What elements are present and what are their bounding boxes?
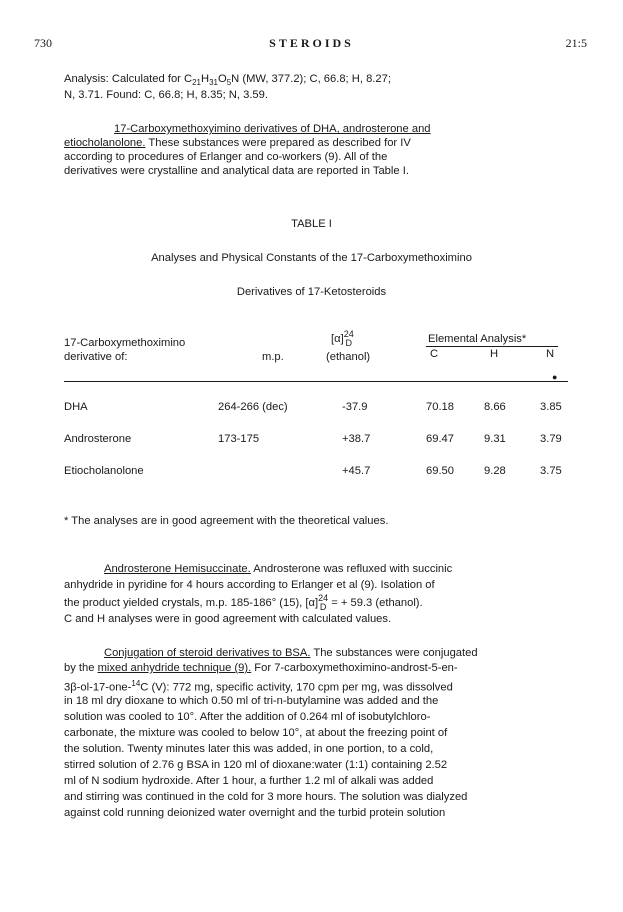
running-title: STEROIDS: [269, 36, 354, 50]
table-caption-1: Analyses and Physical Constants of the 17-Carboxymethoximino: [151, 252, 472, 264]
section3-line: the solution. Twenty minutes later this was added, in one portion, to a cold,: [64, 743, 434, 755]
col-header-rotation: [331, 330, 354, 348]
body-text: the product yielded crystals, m.p. 185-186° (15), [α]: [64, 596, 319, 609]
table-row-rotation: +45.7: [342, 465, 371, 477]
table-row-name: Etiocholanolone: [64, 465, 144, 477]
col-header-c: C: [430, 348, 439, 360]
col-header-rotation-solvent: (ethanol): [326, 351, 371, 363]
body-text: For 7-carboxymethoximino-androst-5-en-: [251, 662, 458, 674]
table-row-h: 9.31: [484, 433, 506, 445]
body-text: These substances were prepared as described for IV: [145, 137, 411, 149]
col-header-n: N: [546, 348, 555, 360]
section3-line-3: [64, 677, 453, 695]
section1-title-line: [114, 122, 431, 136]
page-number: 730: [34, 36, 52, 50]
table-row-h: 8.66: [484, 401, 506, 413]
table-row-name: DHA: [64, 401, 88, 413]
section2-line-1: [104, 562, 452, 576]
table-rule: [64, 381, 568, 382]
col-header-derivative-2: derivative of:: [64, 351, 128, 363]
table-row-mp: 173-175: [218, 433, 260, 445]
analysis-text: N (MW, 377.2); C, 66.8; H, 8.27;: [231, 73, 391, 85]
analysis-text: Analysis: Calculated for C: [64, 73, 193, 85]
section3-line: solution was cooled to 10°. After the addition of 0.264 ml of isobutylchloro-: [64, 711, 431, 723]
table-row-c: 70.18: [426, 401, 454, 413]
section1-line-2: according to procedures of Erlanger and co-workers (9). All of the: [64, 151, 388, 163]
col-header-mp: m.p.: [262, 351, 284, 363]
formula-h: H: [201, 73, 210, 85]
section2-line-4: C and H analyses were in good agreement with calculated values.: [64, 613, 392, 625]
underlined-text: mixed anhydride technique (9).: [97, 662, 252, 674]
table-row-mp: 264-266 (dec): [218, 401, 288, 413]
alpha-symbol: [α]: [331, 332, 344, 345]
section3-line-1: [104, 646, 478, 660]
table-row-n: 3.85: [540, 401, 562, 413]
table-label: TABLE I: [291, 218, 332, 230]
superscript: 24: [343, 329, 354, 339]
body-text: Androsterone was refluxed with succinic: [250, 563, 453, 575]
table-row-h: 9.28: [484, 465, 506, 477]
section2-line-2: anhydride in pyridine for 4 hours according to Erlanger et al (9). Isolation of: [64, 579, 435, 591]
section-heading: 17-Carboxymethoxyimino derivatives of DHA, androsterone and: [114, 123, 431, 135]
section-heading: Conjugation of steroid derivatives to BSA.: [104, 647, 311, 659]
body-text: 3β-ol-17-one-: [64, 681, 132, 694]
col-header-derivative-1: 17-Carboxymethoximino: [64, 337, 186, 349]
superscript: 24: [318, 593, 329, 603]
analysis-line-2: N, 3.71. Found: C, 66.8; H, 8.35; N, 3.59.: [64, 89, 268, 101]
table-row-rotation: -37.9: [342, 401, 368, 413]
section3-line: stirred solution of 2.76 g BSA in 120 ml of dioxane:water (1:1) containing 2.52: [64, 759, 448, 771]
section3-line: in 18 ml dry dioxane to which 0.50 ml of tri-n-butylamine was added and the: [64, 695, 439, 707]
table-row-c: 69.50: [426, 465, 454, 477]
volume-number: 21:5: [565, 36, 587, 50]
table-row-n: 3.79: [540, 433, 562, 445]
section1-line-3: derivatives were crystalline and analytical data are reported in Table I.: [64, 165, 409, 177]
dot-mark: ●: [552, 372, 558, 382]
section-heading: etiocholanolone.: [64, 137, 146, 149]
section3-line: and stirring was continued in the cold for 3 more hours. The solution was dialyzed: [64, 791, 468, 803]
subscript: 21: [192, 78, 201, 88]
table-row-name: Androsterone: [64, 433, 132, 445]
section1-line-1: [64, 136, 411, 150]
section3-line: carbonate, the mixture was cooled to below 10°, at about the freezing point of: [64, 727, 448, 739]
formula-o: O: [218, 73, 227, 85]
section2-line-3: [64, 594, 423, 612]
table-row-n: 3.75: [540, 465, 562, 477]
col-header-elemental-analysis: Elemental Analysis*: [428, 333, 527, 345]
col-header-h: H: [490, 348, 499, 360]
subscript: D: [345, 338, 352, 348]
subscript: 31: [209, 78, 218, 88]
body-text: by the: [64, 662, 98, 674]
body-text: = + 59.3 (ethanol).: [328, 596, 423, 609]
section-heading: Androsterone Hemisuccinate.: [104, 563, 251, 575]
table-row-c: 69.47: [426, 433, 454, 445]
section3-line: ml of N sodium hydroxide. After 1 hour, a further 1.2 ml of alkali was added: [64, 775, 434, 787]
table-footnote: * The analyses are in good agreement with the theoretical values.: [64, 515, 389, 527]
subscript: D: [319, 602, 327, 612]
section3-line: against cold running deionized water overnight and the turbid protein solution: [64, 807, 446, 819]
section3-line-2: [64, 661, 458, 675]
body-text: C (V): 772 mg, specific activity, 170 cpm per mg, was dissolved: [140, 681, 453, 694]
table-row-rotation: +38.7: [342, 433, 371, 445]
subscript: 5: [226, 78, 232, 88]
table-caption-2: Derivatives of 17-Ketosteroids: [236, 286, 387, 298]
body-text: The substances were conjugated: [310, 647, 478, 659]
superscript: 14: [131, 679, 141, 688]
